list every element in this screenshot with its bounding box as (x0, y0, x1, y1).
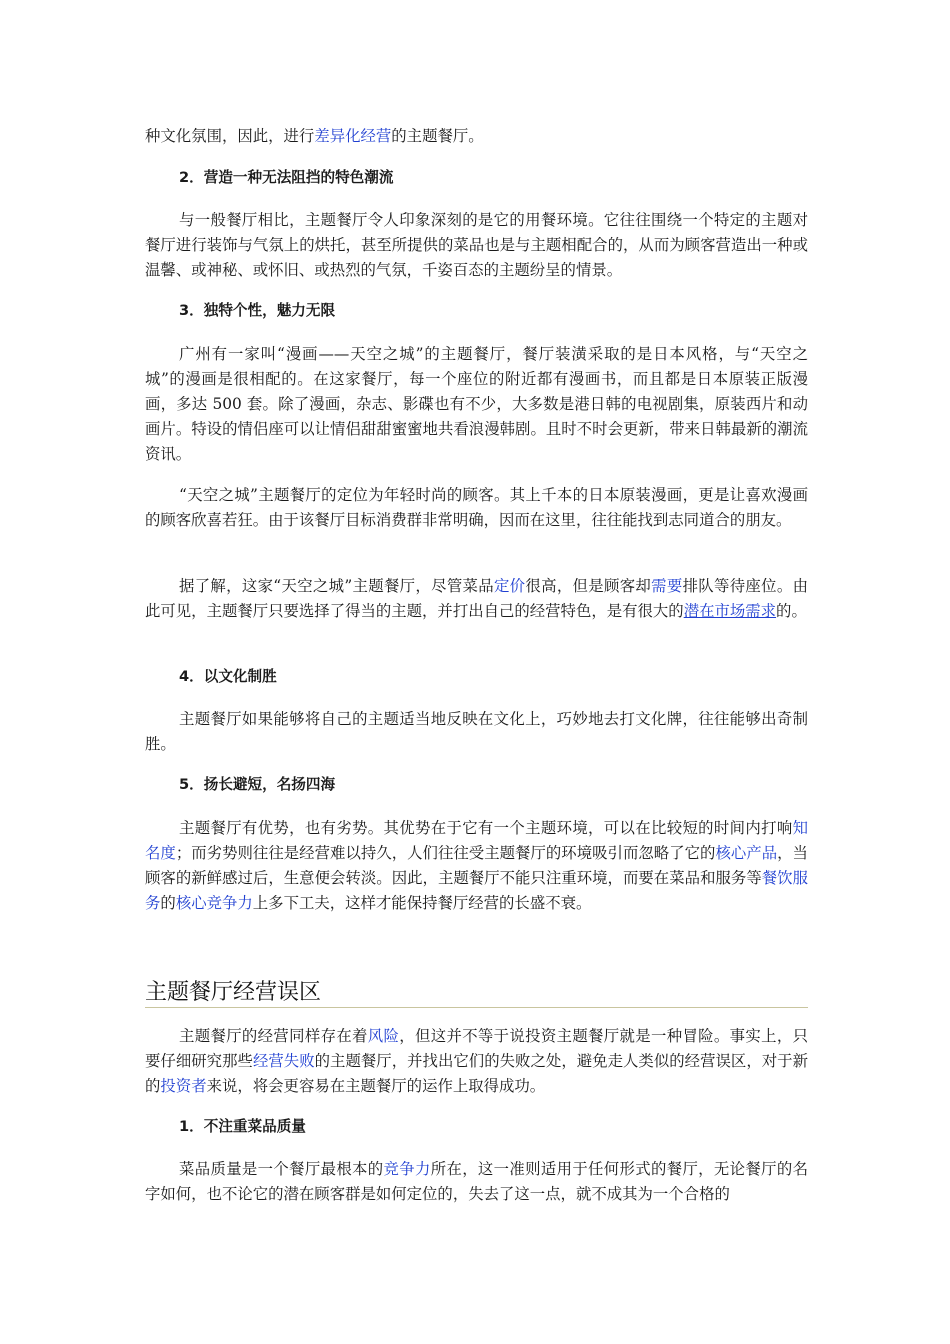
paragraph-1 (145, 208, 808, 283)
text: 的 (160, 894, 176, 912)
heading-text: 4．以文化制胜 (179, 668, 277, 685)
text: 的主题餐厅，并找出它们的失败之处，避免走人类似的经营误区，对于新的 (145, 1052, 808, 1095)
text: 的。 (776, 602, 807, 620)
paragraph-text: “天空之城”主题餐厅的定位为年轻时尚的顾客。其上千本的日本原装漫画，更是让喜欢漫画的顾客欣喜若狂。由于该餐厅目标消费群非常明确，因而在这里，往往能找到志同道合的朋友。 (145, 486, 808, 529)
heading-text: 2．营造一种无法阻挡的特色潮流 (179, 169, 394, 186)
link-core-product[interactable]: 核心产品 (715, 844, 778, 862)
link-potential-market-demand[interactable]: 潜在市场需求 (683, 602, 777, 620)
text: 很高，但是顾客却 (525, 577, 652, 595)
text: ，但这并不等于说投资主题餐厅就是一种冒险。事实上，只要仔细研究那些 (145, 1027, 808, 1070)
paragraph-8 (145, 1157, 808, 1207)
text: 菜品质量是一个餐厅最根本的 (179, 1160, 384, 1178)
heading-text: 5．扬长避短，名扬四海 (179, 776, 336, 793)
section-heading (145, 980, 808, 1008)
text: 所在，这一准则适用于任何形式的餐厅，无论餐厅的名字如何，也不论它的潜在顾客群是如何定位的，失去了这一点，就不成其为一个合格的 (145, 1160, 808, 1203)
link-risk[interactable]: 风险 (367, 1027, 400, 1045)
heading-2 (145, 168, 808, 188)
heading-text: 1．不注重菜品质量 (179, 1118, 306, 1135)
paragraph-text: 广州有一家叫“漫画——天空之城”的主题餐厅，餐厅装潢采取的是日本风格，与“天空之城”的漫画是很相配的。在这家餐厅，每一个座位的附近都有漫画书，而且都是日本原装正版漫画，多达 500 套。除了漫画，杂志、影碟也有不少，大多数是港日韩的电视剧集，原装西片和动画片。特设的情侣座可以让情侣甜甜蜜蜜地共看浪漫韩剧。且时不时会更新，带来日韩最新的潮流资讯。 (145, 345, 808, 463)
heading-1b (145, 1117, 808, 1137)
paragraph-3 (145, 483, 808, 533)
link-catering-service[interactable]: 餐饮服务 (145, 869, 808, 912)
paragraph-2 (145, 342, 808, 467)
heading-text: 3．独特个性，魅力无限 (179, 302, 336, 319)
paragraph-intro-tail (145, 124, 808, 149)
heading-5 (145, 775, 808, 795)
text: 种文化氛围，因此，进行 (145, 127, 315, 145)
paragraph-4 (145, 574, 808, 624)
heading-4 (145, 667, 808, 687)
text: 主题餐厅的经营同样存在着 (179, 1027, 368, 1045)
paragraph-5 (145, 707, 808, 757)
text: 的主题餐厅。 (391, 127, 484, 145)
link-pricing[interactable]: 定价 (493, 577, 526, 595)
paragraph-text: 主题餐厅如果能够将自己的主题适当地反映在文化上，巧妙地去打文化牌，往往能够出奇制胜。 (145, 710, 808, 753)
link-core-competitiveness[interactable]: 核心竞争力 (175, 894, 253, 912)
link-brand-awareness[interactable]: 知名度 (145, 819, 808, 862)
text: 来说，将会更容易在主题餐厅的运作上取得成功。 (206, 1077, 546, 1095)
link-need[interactable]: 需要 (651, 577, 683, 595)
text: 据了解，这家“天空之城”主题餐厅，尽管菜品 (179, 577, 494, 595)
paragraph-text: 与一般餐厅相比，主题餐厅令人印象深刻的是它的用餐环境。它往往围绕一个特定的主题对餐厅进行装饰与气氛上的烘托，甚至所提供的菜品也是与主题相配合的，从而为顾客营造出一种或温馨、或神秘、或怀旧、或热烈的气氛，千姿百态的主题纷呈的情景。 (145, 211, 808, 279)
text: ；而劣势则往往是经营难以持久，人们往往受主题餐厅的环境吸引而忽略了它的 (175, 844, 716, 862)
paragraph-7 (145, 1024, 808, 1099)
link-differentiated-management[interactable]: 差异化经营 (314, 127, 392, 145)
text: 排队等待座位。由此可见，主题餐厅只要选择了得当的主题，并打出自己的经营特色，是有很大的 (145, 577, 808, 620)
section-title: 主题餐厅经营误区 (145, 980, 808, 1008)
link-investor[interactable]: 投资者 (160, 1077, 207, 1095)
text: 主题餐厅有优势，也有劣势。其优势在于它有一个主题环境，可以在比较短的时间内打响 (179, 819, 793, 837)
paragraph-6 (145, 816, 808, 916)
heading-3 (145, 301, 808, 321)
link-business-failure[interactable]: 经营失败 (252, 1052, 315, 1070)
link-competitiveness[interactable]: 竞争力 (383, 1160, 431, 1178)
text: 上多下工夫，这样才能保持餐厅经营的长盛不衰。 (252, 894, 592, 912)
text: ，当顾客的新鲜感过后，生意便会转淡。因此，主题餐厅不能只注重环境，而要在菜品和服务等 (145, 844, 808, 887)
